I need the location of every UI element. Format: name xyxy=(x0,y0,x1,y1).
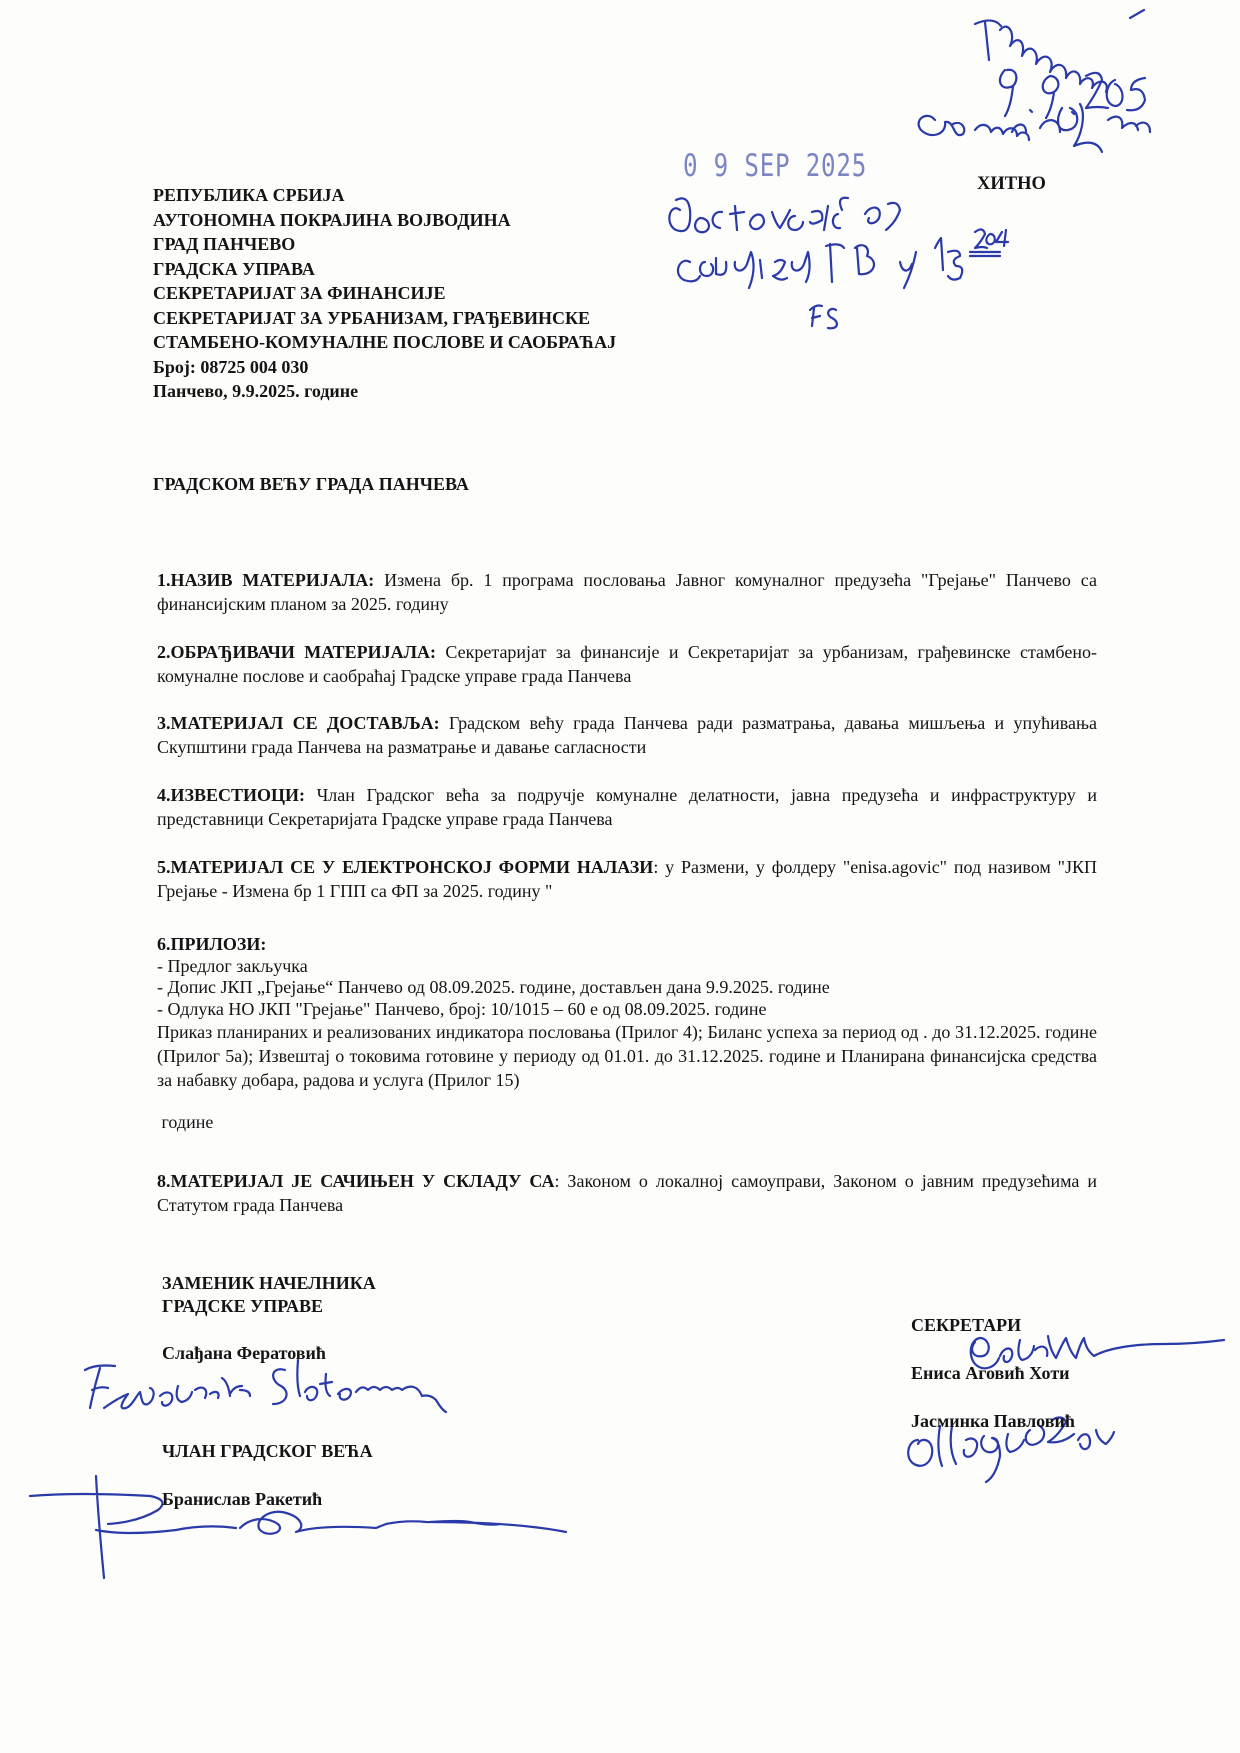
section-title: 3.МАТЕРИЈАЛ СЕ ДОСТАВЉА: xyxy=(157,713,440,733)
section-material-authors xyxy=(157,640,1097,688)
document-number: Број: 08725 004 030 xyxy=(153,356,309,377)
received-date-stamp: 0 9 SEP 2025 xyxy=(683,148,868,184)
secretary-name-2: Јасминка Павловић xyxy=(911,1411,1075,1431)
section-title: 5.МАТЕРИЈАЛ СЕ У ЕЛЕКТРОНСКОЈ ФОРМИ НАЛАЗИ xyxy=(157,857,654,877)
section-text: Градском већу града Панчева ради разматрања, давања мишљења и упућивања Скупштини града Панчева на разматрање и давање сагласности xyxy=(157,713,1097,757)
handwritten-delivery-note xyxy=(669,198,1008,329)
document-date: Панчево, 9.9.2025. године xyxy=(153,381,359,401)
section-material-name xyxy=(157,568,1097,616)
section-material-delivered-to xyxy=(157,711,1097,759)
section-title: 4.ИЗВЕСТИОЦИ: xyxy=(157,785,306,805)
section-text: : Законом о локалној самоуправи, Законом о јавним предузећима и Статутом града Панчева xyxy=(157,1171,1097,1215)
attachment-item: - Одлука НО ЈКП "Грејање" Панчево, број: 10/1015 – 60 е од 08.09.2025. године xyxy=(157,998,767,1019)
section-text: Измена бр. 1 програма пословања Јавног комуналног предузећа "Грејање" Панчево са финансијским планом за 2025. годину xyxy=(157,570,1097,614)
header-line-republic: РЕПУБЛИКА СРБИЈА xyxy=(153,185,345,205)
section-title: 1.НАЗИВ МАТЕРИЈАЛА: xyxy=(157,570,375,590)
attachments-title: 6.ПРИЛОЗИ: xyxy=(157,934,267,954)
header-line-city: ГРАД ПАНЧЕВО xyxy=(153,234,296,254)
section-reporters xyxy=(157,783,1097,831)
section-electronic-location xyxy=(157,855,1097,903)
section-text: Секретаријат за финансије и Секретаријат за урбанизам, грађевинске стамбено-комуналне послове и саобраћај Градске управе града Панчева xyxy=(157,642,1097,686)
deputy-head-name: Слађана Фератовић xyxy=(162,1343,326,1363)
urgent-label: ХИТНО xyxy=(977,174,1046,194)
attachments-trailing-text: године xyxy=(157,1112,214,1132)
section-title: 2.ОБРАЂИВАЧИ МАТЕРИЈАЛА: xyxy=(157,642,437,662)
handwritten-received-note xyxy=(919,10,1150,152)
attachment-item: - Допис ЈКП „Грејање“ Панчево од 08.09.2025. године, достављен дана 9.9.2025. године xyxy=(157,977,830,997)
section-text: Члан Градског већа за подручје комуналне делатности, јавна предузећа и инфраструктуру и представници Секретаријата Градске управе града Панчева xyxy=(157,785,1097,829)
section-legal-basis xyxy=(157,1169,1097,1217)
secretary-name-1: Енисa Аговић Хоти xyxy=(911,1363,1070,1383)
section-text: : у Размени, у фолдеру "enisa.agovic" под називом "ЈКП Грејање - Измена бр 1 ГПП са ФП за 2025. годину " xyxy=(157,857,1097,901)
council-member-name: Бранислав Ракетић xyxy=(162,1489,323,1509)
deputy-title-line-2: ГРАДСКЕ УПРАВЕ xyxy=(162,1296,323,1316)
deputy-title-line-1: ЗАМЕНИК НАЧЕЛНИКА xyxy=(162,1273,376,1293)
attachments-paragraph: Приказ планираних и реализованих индикатора пословања (Прилог 4); Биланс успеха за период од . до 31.12.2025. године (Прилог 5а); Извештај о токовима готовине у периоду од 01.01. до 31.12.2025. године и Планирана финансијска средства за набавку добара, радова и услуга (Прилог 15) xyxy=(157,1022,1097,1090)
header-line-urbanism-secretariat-cont: СТАМБЕНО-КОМУНАЛНЕ ПОСЛОВЕ И САОБРАЋАЈ xyxy=(153,332,617,352)
header-line-province: АУТОНОМНА ПОКРАЈИНА ВОЈВОДИНА xyxy=(153,209,511,230)
deputy-head-title xyxy=(162,1272,376,1318)
attachment-item: - Предлог закључка xyxy=(157,955,308,976)
header-line-finance-secretariat: СЕКРЕТАРИЈАТ ЗА ФИНАНСИЈЕ xyxy=(153,283,446,303)
section-title: 8.МАТЕРИЈАЛ ЈЕ САЧИЊЕН У СКЛАДУ СА xyxy=(157,1171,555,1191)
header-line-administration: ГРАДСКА УПРАВА xyxy=(153,258,315,279)
header-line-urbanism-secretariat: СЕКРЕТАРИЈАТ ЗА УРБАНИЗАМ, ГРАЂЕВИНСКЕ xyxy=(153,307,591,328)
signature-deputy xyxy=(85,1360,446,1412)
council-member-title: ЧЛАН ГРАДСКОГ ВЕЋА xyxy=(162,1441,373,1461)
addressee: ГРАДСКОМ ВЕЋУ ГРАДА ПАНЧЕВА xyxy=(153,474,469,494)
section-attachments xyxy=(157,934,1097,1134)
secretaries-title: СЕКРЕТАРИ xyxy=(911,1315,1022,1335)
